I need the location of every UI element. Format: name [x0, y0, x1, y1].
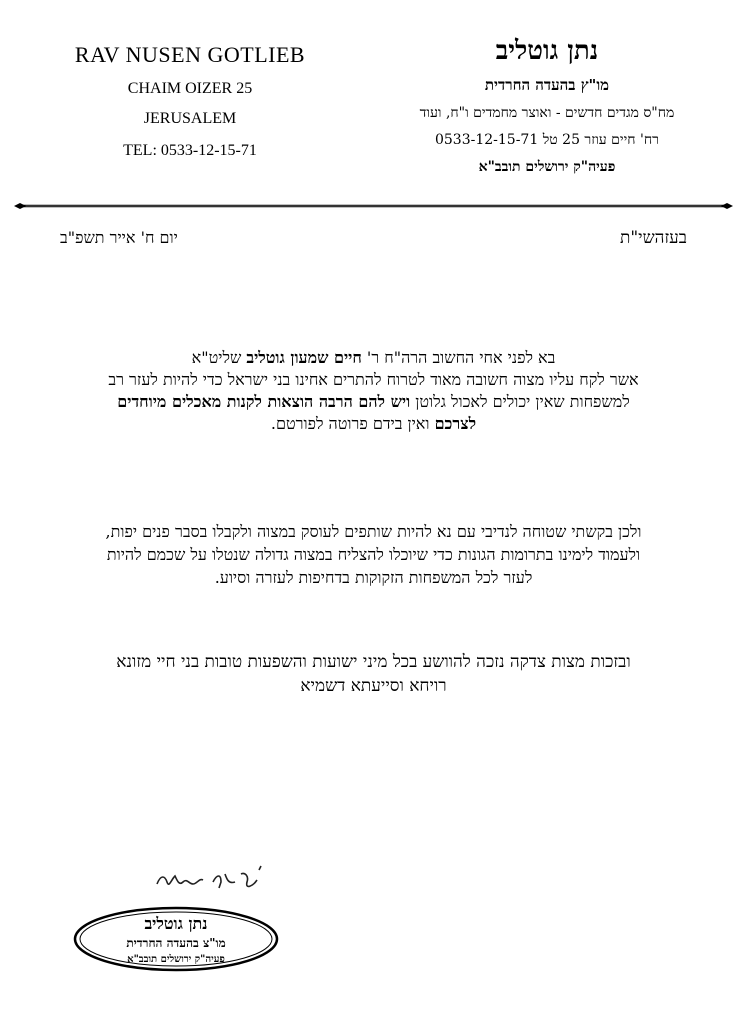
paragraph-introduction — [42, 347, 705, 435]
city-hebrew: פעיה"ק ירושלים תובב"א — [478, 159, 616, 175]
letterhead-divider — [14, 203, 733, 209]
rabbi-name-english: RAV NUSEN GOTLIEB — [74, 42, 306, 67]
letterhead-hebrew — [367, 36, 727, 176]
person-name: חיים שמעון גוטליב — [246, 348, 362, 367]
intro-line-1 — [42, 347, 705, 369]
blessing-line-1: ובזכות מצות צדקה נזכה להוושע בכל מיני ישועות והשפעות טובות בני חיי מזונא — [116, 652, 631, 672]
paragraph-blessing — [42, 650, 705, 698]
letterhead-english — [40, 42, 340, 160]
city-english: JERUSALEM — [143, 110, 237, 127]
intro-text: למשפחות שאין יכולים לאכול גלוטן — [410, 392, 630, 411]
honorific: שליט"א — [191, 348, 247, 367]
request-line-2: ולעמוד לימינו בתרומות הגונות כדי שיוכלו להצליח במצוה גדולה שנטלו על שכמם להיות — [106, 545, 641, 564]
rabbi-name-hebrew: נתן גוטליב — [495, 36, 599, 66]
request-line-1: ולכן בקשתי שטוחה לנדיבי עם נא להיות שותפים לעוסק במצוה ולקבלו בסבר פנים יפות, — [105, 522, 642, 541]
author-works-hebrew: מח"ס מגדים חדשים - ואוצר מחמדים ו"ח, ועוד — [419, 105, 675, 121]
intro-line-2: אשר לקח עליו מצוה חשובה מאוד לטרוח להתרים אחינו בני ישראל כדי להיות לעזר רב — [108, 370, 639, 389]
intro-line-3 — [42, 391, 705, 413]
address-phone-hebrew: רח' חיים עוזר 25 טל 0533-12-15-71 — [434, 132, 659, 148]
handwritten-signature — [155, 860, 265, 900]
street-address-english: CHAIM OIZER 25 — [127, 80, 253, 97]
date-row — [60, 228, 687, 252]
emphasis-text: לצרכם — [434, 414, 477, 433]
stamp-city: פעיה"ק ירושלים תובב"א — [127, 954, 225, 965]
paragraph-request — [42, 520, 705, 589]
intro-text: ואין בידם פרוטה לפורטם. — [270, 414, 435, 433]
stamp-name: נתן גוטליב — [144, 914, 208, 933]
emphasis-text: ויש להם הרבה הוצאות לקנות מאכלים מיוחדים — [117, 392, 411, 411]
phone-english: TEL: 0533-12-15-71 — [123, 142, 257, 159]
request-line-3: לעזר לכל המשפחות הזקוקות בדחיפות לעזרה וסיוע. — [214, 568, 533, 587]
intro-line-4 — [42, 413, 705, 435]
stamp-title: מו"צ בהעדה החרדית — [126, 936, 226, 950]
letter-date: יום ח' אייר תשפ"ב — [60, 228, 178, 247]
rabbi-title-hebrew: מו"ץ בהעדה החרדית — [484, 76, 610, 94]
rabbinical-stamp — [72, 905, 280, 973]
bs-abbreviation: בעזהשי"ת — [619, 228, 687, 248]
intro-text: בא לפני אחי החשוב הרה"ח ר' — [361, 348, 556, 367]
blessing-line-2: רויחא וסייעתא דשמיא — [300, 676, 447, 696]
